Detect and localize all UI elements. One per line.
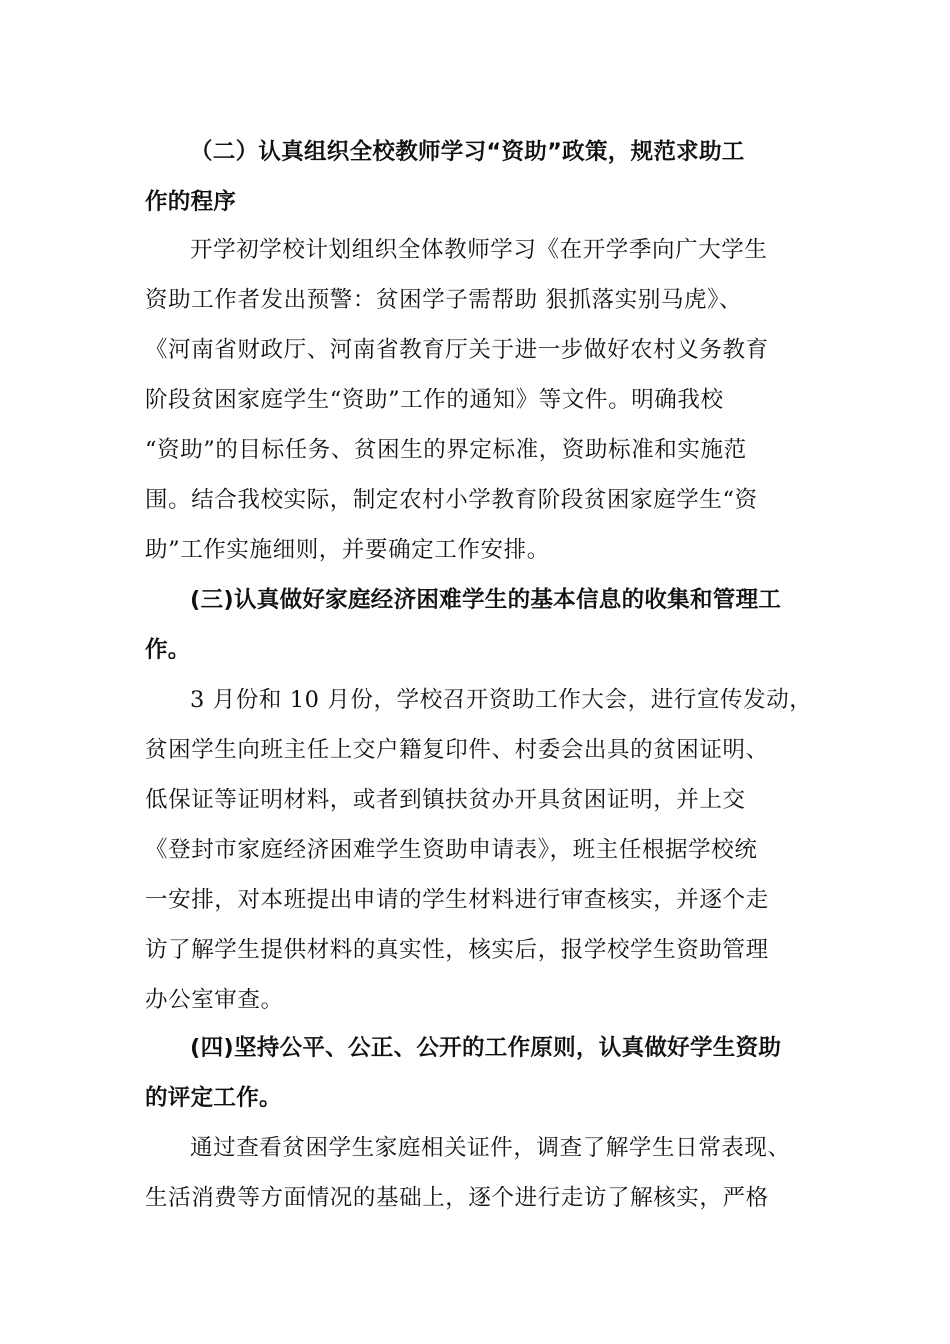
paragraph-line: 《登封市家庭经济困难学生资助申请表》，班主任根据学校统 [145, 837, 758, 863]
paragraph-line: 3 月份和 10 月份，学校召开资助工作大会，进行宣传发动， [190, 687, 813, 713]
paragraph-line: 开学初学校计划组织全体教师学习《在开学季向广大学生 [190, 237, 768, 263]
section-2-heading-cont: 作的程序 [145, 189, 237, 215]
section-4-heading: (四)坚持公平、公正、公开的工作原则，认真做好学生资助 [190, 1035, 782, 1061]
paragraph-line: 《河南省财政厅、河南省教育厅关于进一步做好农村义务教育 [145, 337, 769, 363]
section-3-heading: (三)认真做好家庭经济困难学生的基本信息的收集和管理工 [190, 587, 782, 613]
section-2-heading: （二）认真组织全校教师学习“资助”政策，规范求助工 [190, 139, 745, 165]
paragraph-line: 助”工作实施细则，并要确定工作安排。 [145, 537, 550, 563]
paragraph-line: 办公室审查。 [145, 987, 284, 1013]
paragraph-line: 资助工作者发出预警：贫困学子需帮助 狠抓落实别马虎》、 [145, 287, 743, 313]
paragraph-line: 生活消费等方面情况的基础上，逐个进行走访了解核实，严格 [145, 1185, 769, 1211]
paragraph-line: 围。结合我校实际，制定农村小学教育阶段贫困家庭学生“资 [145, 487, 758, 513]
paragraph-line: 通过查看贫困学生家庭相关证件，调查了解学生日常表现、 [190, 1135, 791, 1161]
section-4-heading-cont: 的评定工作。 [145, 1085, 282, 1111]
paragraph-line: 一安排，对本班提出申请的学生材料进行审查核实，并逐个走 [145, 887, 769, 913]
paragraph-line: “资助”的目标任务、贫困生的界定标准，资助标准和实施范 [145, 437, 747, 463]
paragraph-line: 访了解学生提供材料的真实性，核实后，报学校学生资助管理 [145, 937, 769, 963]
paragraph-line: 阶段贫困家庭学生“资助”工作的通知》等文件。明确我校 [145, 387, 724, 413]
paragraph-line: 贫困学生向班主任上交户籍复印件、村委会出具的贫困证明、 [145, 737, 769, 763]
paragraph-line: 低保证等证明材料，或者到镇扶贫办开具贫困证明，并上交 [145, 787, 746, 813]
section-3-heading-cont: 作。 [145, 637, 191, 663]
